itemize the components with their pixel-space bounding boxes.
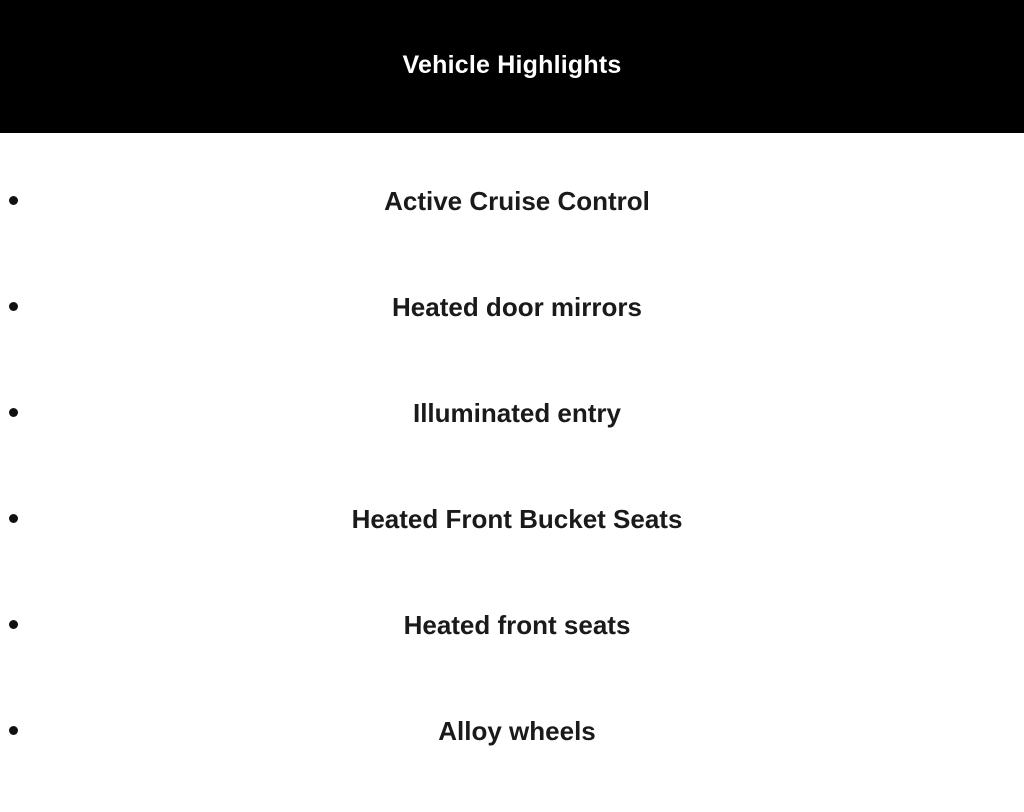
- list-item: [0, 176, 1024, 282]
- list-item: [0, 388, 1024, 494]
- highlight-label: Active Cruise Control: [384, 186, 650, 216]
- highlight-label: Heated door mirrors: [392, 292, 642, 322]
- list-item: [0, 600, 1024, 706]
- highlight-label: Alloy wheels: [438, 716, 596, 746]
- highlights-header: [0, 0, 1024, 133]
- highlights-list: [0, 176, 1024, 812]
- page-title: Vehicle Highlights: [402, 51, 622, 79]
- list-item: [0, 282, 1024, 388]
- highlight-label: Illuminated entry: [412, 398, 622, 428]
- highlight-label: Heated front seats: [403, 610, 631, 640]
- highlight-label: Heated Front Bucket Seats: [351, 504, 683, 534]
- list-item: [0, 706, 1024, 812]
- list-item: [0, 494, 1024, 600]
